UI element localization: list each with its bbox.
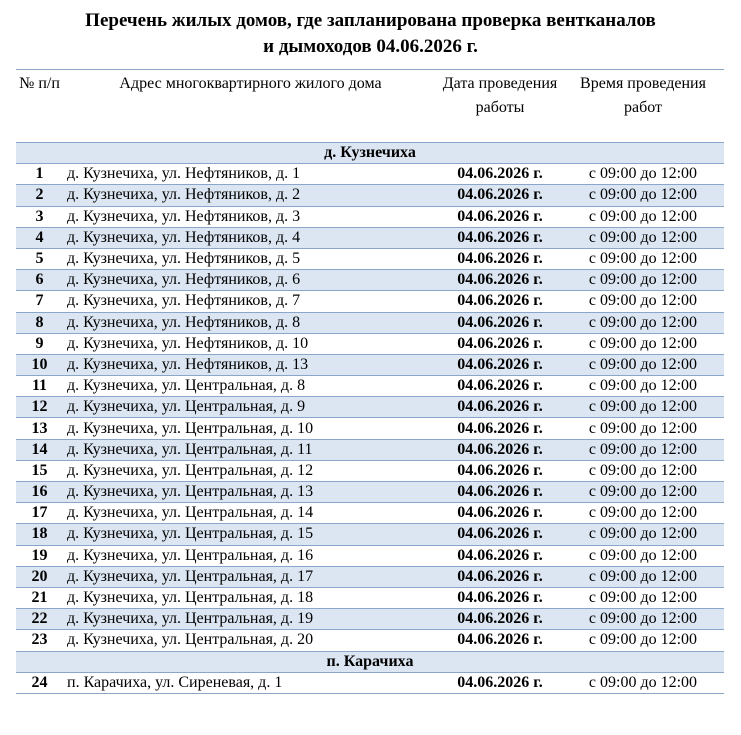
row-num: 20 [16, 566, 63, 587]
row-num: 19 [16, 545, 63, 566]
row-num: 14 [16, 439, 63, 460]
row-time: с 09:00 до 12:00 [562, 672, 724, 693]
row-num: 13 [16, 418, 63, 439]
row-address: д. Кузнечиха, ул. Нефтяников, д. 5 [63, 248, 438, 269]
row-num: 22 [16, 609, 63, 630]
houses-table [16, 69, 724, 694]
row-address: д. Кузнечиха, ул. Центральная, д. 15 [63, 524, 438, 545]
row-date: 04.06.2026 г. [438, 503, 562, 524]
table-row [16, 397, 724, 418]
row-address: д. Кузнечиха, ул. Центральная, д. 20 [63, 630, 438, 651]
row-date: 04.06.2026 г. [438, 545, 562, 566]
row-address: д. Кузнечиха, ул. Нефтяников, д. 13 [63, 354, 438, 375]
row-time: с 09:00 до 12:00 [562, 270, 724, 291]
row-time: с 09:00 до 12:00 [562, 566, 724, 587]
row-time: с 09:00 до 12:00 [562, 418, 724, 439]
row-address: д. Кузнечиха, ул. Центральная, д. 10 [63, 418, 438, 439]
row-date: 04.06.2026 г. [438, 672, 562, 693]
row-address: д. Кузнечиха, ул. Нефтяников, д. 4 [63, 227, 438, 248]
row-time: с 09:00 до 12:00 [562, 227, 724, 248]
table-row [16, 206, 724, 227]
table-row [16, 270, 724, 291]
header-address: Адрес многоквартирного жилого дома [63, 70, 438, 143]
row-num: 4 [16, 227, 63, 248]
row-num: 5 [16, 248, 63, 269]
table-row [16, 376, 724, 397]
row-address: д. Кузнечиха, ул. Нефтяников, д. 7 [63, 291, 438, 312]
title-line-2: и дымоходов 04.06.2026 г. [263, 36, 478, 57]
row-time: с 09:00 до 12:00 [562, 248, 724, 269]
row-date: 04.06.2026 г. [438, 460, 562, 481]
table-row [16, 439, 724, 460]
row-num: 10 [16, 354, 63, 375]
row-date: 04.06.2026 г. [438, 164, 562, 185]
row-date: 04.06.2026 г. [438, 248, 562, 269]
row-num: 9 [16, 333, 63, 354]
row-date: 04.06.2026 г. [438, 397, 562, 418]
row-num: 2 [16, 185, 63, 206]
table-row [16, 524, 724, 545]
row-time: с 09:00 до 12:00 [562, 460, 724, 481]
row-date: 04.06.2026 г. [438, 291, 562, 312]
row-time: с 09:00 до 12:00 [562, 630, 724, 651]
row-date: 04.06.2026 г. [438, 185, 562, 206]
table-row [16, 185, 724, 206]
table-row [16, 248, 724, 269]
table-row [16, 630, 724, 651]
row-time: с 09:00 до 12:00 [562, 291, 724, 312]
row-date: 04.06.2026 г. [438, 206, 562, 227]
row-address: д. Кузнечиха, ул. Нефтяников, д. 8 [63, 312, 438, 333]
row-num: 15 [16, 460, 63, 481]
row-date: 04.06.2026 г. [438, 630, 562, 651]
row-time: с 09:00 до 12:00 [562, 376, 724, 397]
row-num: 1 [16, 164, 63, 185]
row-date: 04.06.2026 г. [438, 439, 562, 460]
table-row [16, 227, 724, 248]
row-num: 3 [16, 206, 63, 227]
title-line-1: Перечень жилых домов, где запланирована проверка вентканалов [85, 10, 656, 31]
header-date: Дата проведения работы [438, 70, 562, 143]
table-row [16, 312, 724, 333]
table-row [16, 418, 724, 439]
row-address: д. Кузнечиха, ул. Центральная, д. 11 [63, 439, 438, 460]
row-date: 04.06.2026 г. [438, 418, 562, 439]
row-num: 11 [16, 376, 63, 397]
row-num: 23 [16, 630, 63, 651]
row-date: 04.06.2026 г. [438, 333, 562, 354]
row-time: с 09:00 до 12:00 [562, 354, 724, 375]
row-time: с 09:00 до 12:00 [562, 482, 724, 503]
table-row [16, 164, 724, 185]
table-row [16, 291, 724, 312]
row-address: д. Кузнечиха, ул. Центральная, д. 17 [63, 566, 438, 587]
row-num: 24 [16, 672, 63, 693]
table-row [16, 672, 724, 693]
group-name: д. Кузнечиха [16, 143, 724, 164]
row-date: 04.06.2026 г. [438, 227, 562, 248]
row-num: 18 [16, 524, 63, 545]
group-row [16, 651, 724, 672]
row-date: 04.06.2026 г. [438, 609, 562, 630]
row-date: 04.06.2026 г. [438, 587, 562, 608]
row-time: с 09:00 до 12:00 [562, 609, 724, 630]
row-address: д. Кузнечиха, ул. Центральная, д. 18 [63, 587, 438, 608]
row-time: с 09:00 до 12:00 [562, 312, 724, 333]
row-date: 04.06.2026 г. [438, 312, 562, 333]
row-address: д. Кузнечиха, ул. Центральная, д. 14 [63, 503, 438, 524]
header-time: Время проведения работ [562, 70, 724, 143]
row-date: 04.06.2026 г. [438, 270, 562, 291]
row-address: д. Кузнечиха, ул. Центральная, д. 13 [63, 482, 438, 503]
row-time: с 09:00 до 12:00 [562, 439, 724, 460]
row-num: 12 [16, 397, 63, 418]
row-address: д. Кузнечиха, ул. Нефтяников, д. 6 [63, 270, 438, 291]
table-body [16, 143, 724, 694]
header-num: № п/п [16, 70, 63, 143]
row-num: 17 [16, 503, 63, 524]
table-row [16, 503, 724, 524]
group-name: п. Карачиха [16, 651, 724, 672]
row-address: д. Кузнечиха, ул. Нефтяников, д. 10 [63, 333, 438, 354]
row-date: 04.06.2026 г. [438, 354, 562, 375]
table-row [16, 566, 724, 587]
group-row [16, 143, 724, 164]
row-address: д. Кузнечиха, ул. Центральная, д. 19 [63, 609, 438, 630]
row-address: д. Кузнечиха, ул. Центральная, д. 8 [63, 376, 438, 397]
table-row [16, 587, 724, 608]
row-date: 04.06.2026 г. [438, 524, 562, 545]
document-title [0, 8, 741, 60]
row-time: с 09:00 до 12:00 [562, 206, 724, 227]
row-address: д. Кузнечиха, ул. Нефтяников, д. 1 [63, 164, 438, 185]
row-address: д. Кузнечиха, ул. Центральная, д. 16 [63, 545, 438, 566]
row-time: с 09:00 до 12:00 [562, 333, 724, 354]
table-row [16, 482, 724, 503]
row-address: п. Карачиха, ул. Сиреневая, д. 1 [63, 672, 438, 693]
header-row [16, 70, 724, 143]
table-row [16, 609, 724, 630]
table-row [16, 460, 724, 481]
row-date: 04.06.2026 г. [438, 376, 562, 397]
row-address: д. Кузнечиха, ул. Центральная, д. 12 [63, 460, 438, 481]
row-num: 16 [16, 482, 63, 503]
table-row [16, 333, 724, 354]
row-time: с 09:00 до 12:00 [562, 503, 724, 524]
row-address: д. Кузнечиха, ул. Нефтяников, д. 3 [63, 206, 438, 227]
row-time: с 09:00 до 12:00 [562, 587, 724, 608]
table-row [16, 545, 724, 566]
row-time: с 09:00 до 12:00 [562, 545, 724, 566]
row-time: с 09:00 до 12:00 [562, 524, 724, 545]
table-header [16, 70, 724, 143]
row-num: 6 [16, 270, 63, 291]
row-num: 21 [16, 587, 63, 608]
row-address: д. Кузнечиха, ул. Нефтяников, д. 2 [63, 185, 438, 206]
row-time: с 09:00 до 12:00 [562, 164, 724, 185]
row-date: 04.06.2026 г. [438, 482, 562, 503]
row-num: 7 [16, 291, 63, 312]
row-date: 04.06.2026 г. [438, 566, 562, 587]
table-row [16, 354, 724, 375]
row-address: д. Кузнечиха, ул. Центральная, д. 9 [63, 397, 438, 418]
row-time: с 09:00 до 12:00 [562, 185, 724, 206]
row-num: 8 [16, 312, 63, 333]
row-time: с 09:00 до 12:00 [562, 397, 724, 418]
